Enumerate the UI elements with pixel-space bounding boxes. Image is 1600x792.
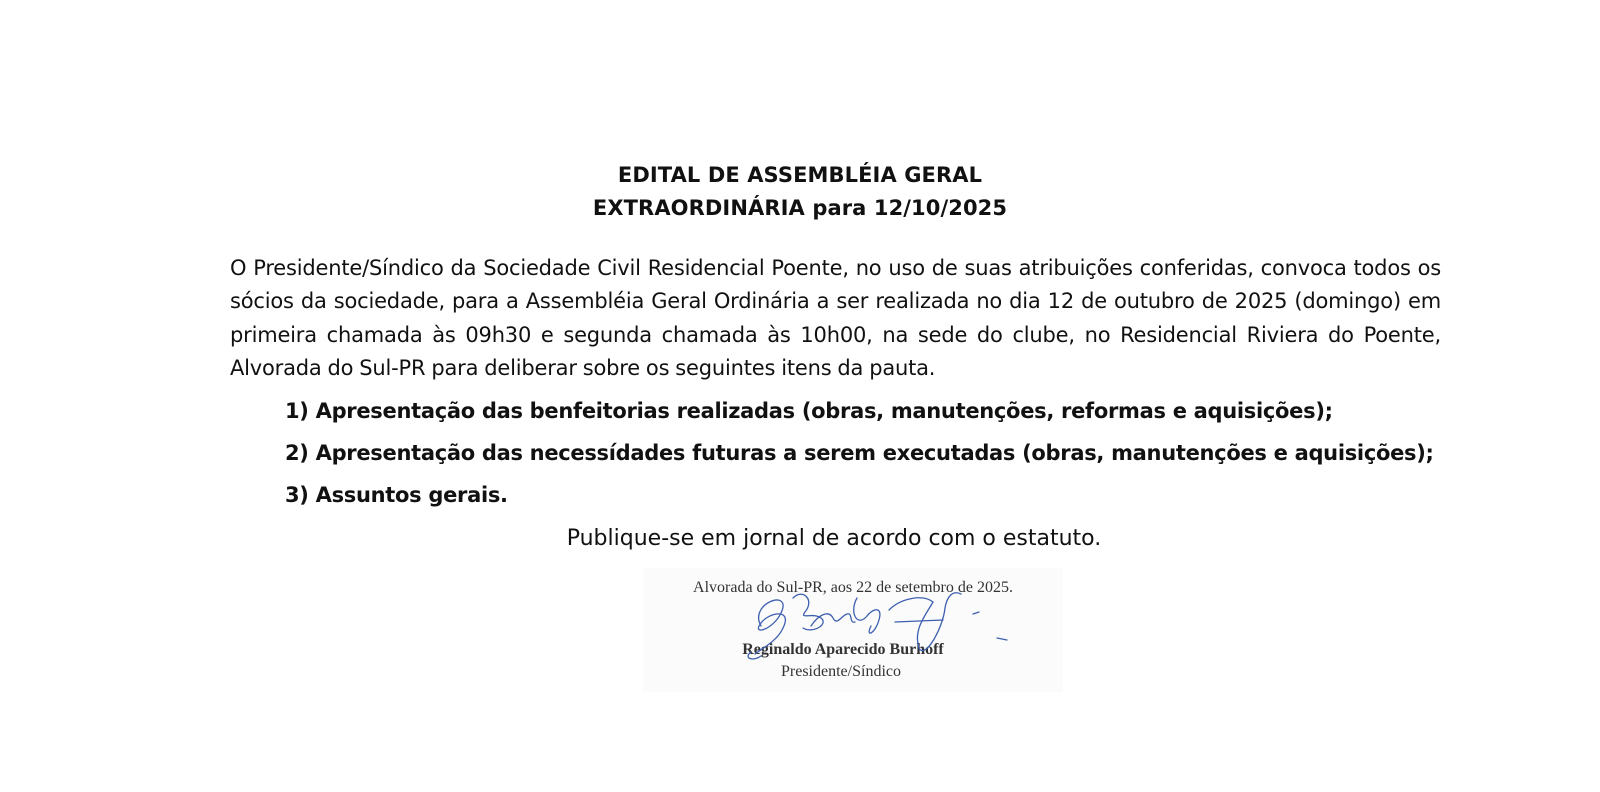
agenda-item-2: 2) Apresentação das necessídades futuras a serem executadas (obras, manutenções e aquisições); — [285, 441, 1434, 465]
handwritten-signature — [643, 568, 1063, 692]
signature-place-date: Alvorada do Sul-PR, aos 22 de setembro de 2025. — [693, 579, 1013, 596]
convocation-paragraph: O Presidente/Síndico da Sociedade Civil Residencial Poente, no uso de suas atribuições conferidas, convoca todos os sócios da sociedade, para a Assembléia Geral Ordinária a ser realizada no dia 12 de outubro de 2025 (domingo) em primeira chamada às 09h30 e segunda chamada às 10h00, na sede do clube, no Residencial Riviera do Poente, Alvorada do Sul-PR para deliberar sobre os seguintes itens da pauta. — [230, 256, 1441, 380]
agenda-item-3: 3) Assuntos gerais. — [285, 483, 508, 507]
signature-ink — [748, 593, 1007, 659]
signatory-name: Reginaldo Aparecido Burhoff — [742, 641, 944, 658]
document-title-line-2: EXTRAORDINÁRIA para 12/10/2025 — [592, 196, 1008, 220]
agenda-item-1: 1) Apresentação das benfeitorias realizadas (obras, manutenções, reformas e aquisições); — [285, 399, 1333, 423]
publish-note: Publique-se em jornal de acordo com o estatuto. — [566, 526, 1102, 551]
document-title-line-1: EDITAL DE ASSEMBLÉIA GERAL — [617, 163, 983, 187]
signature-block — [643, 568, 1063, 692]
signatory-role: Presidente/Síndico — [781, 663, 901, 680]
